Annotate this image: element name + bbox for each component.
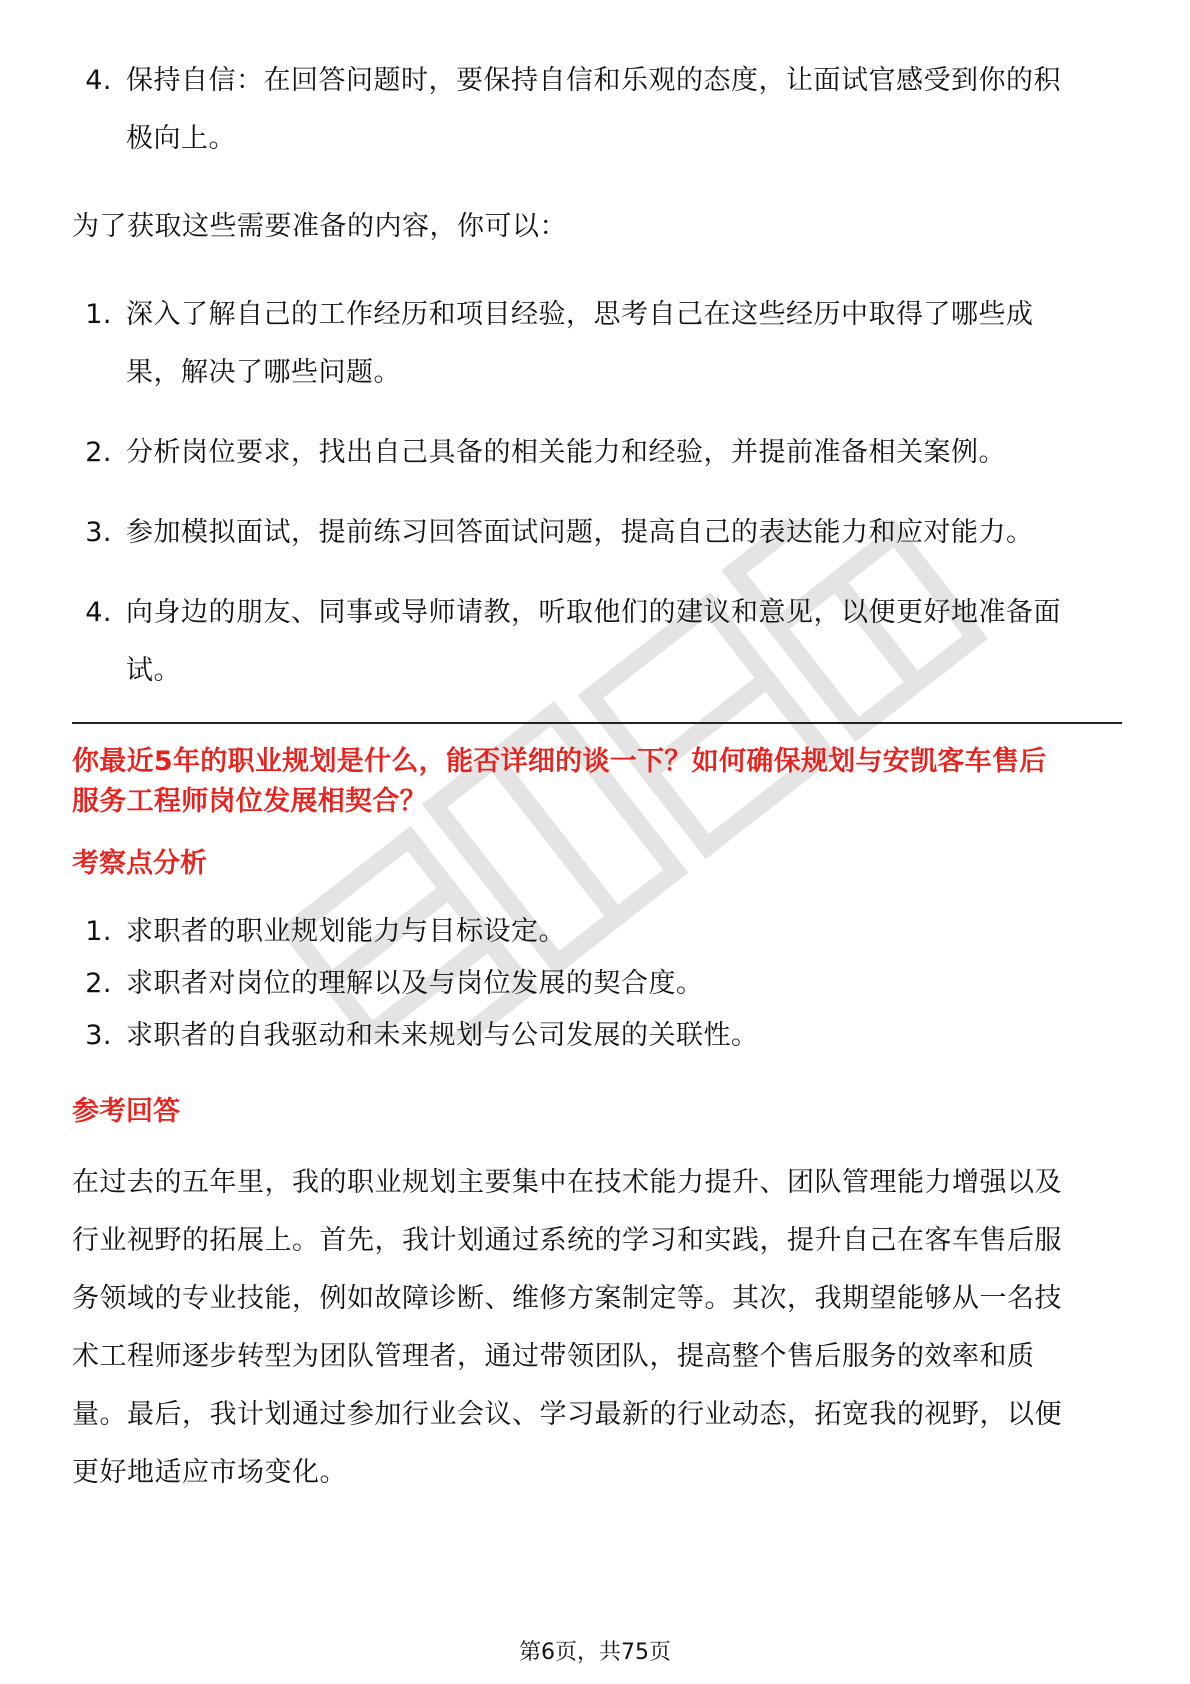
- list-item: [72, 906, 1122, 958]
- list-number: 1.: [85, 916, 112, 947]
- list-number: 2.: [85, 968, 112, 999]
- list-item: [72, 286, 1122, 402]
- list-number: 3.: [85, 1020, 112, 1051]
- page-number: 第6页，共75页: [519, 1640, 671, 1665]
- intro-text: 为了获取这些需要准备的内容，你可以：: [72, 211, 567, 242]
- reference-answer: 在过去的五年里，我的职业规划主要集中在技术能力提升、团队管理能力增强以及 行业视野的拓展上。首先，我计划通过系统的学习和实践，提升自己在客车售后服 务领域的专业技能，例如故障诊断、维修方案制定等。其次，我期望能够从一名技 术工程师逐步转型为团队管理者，通过带领团队，提高整个售后服务的效率和质 量。最后，我计划通过参加行业会议、学习最新的行业动态，拓宽我的视野，以便 更好地适应市场变化。: [72, 1167, 1062, 1488]
- list-item: [72, 958, 1122, 1010]
- list-text: 保持自信：在回答问题时，要保持自信和乐观的态度，让面试官感受到你的积 极向上。: [126, 65, 1061, 154]
- analysis-heading: 考察点分析: [72, 848, 207, 879]
- list-item: [72, 424, 1122, 482]
- reference-heading: 参考回答: [72, 1096, 180, 1127]
- list-item: [72, 52, 1122, 168]
- list-text: 向身边的朋友、同事或导师请教，听取他们的建议和意见，以便更好地准备面 试。: [126, 597, 1061, 686]
- list-text: 求职者的职业规划能力与目标设定。: [126, 916, 566, 947]
- list-text: 深入了解自己的工作经历和项目经验，思考自己在这些经历中取得了哪些成 果，解决了哪些问题。: [126, 299, 1034, 388]
- list-number: 2.: [85, 437, 112, 468]
- question-heading: 你最近5年的职业规划是什么，能否详细的谈一下？如何确保规划与安凯客车售后 服务工程师岗位发展相契合？: [72, 746, 1047, 817]
- list-text: 求职者的自我驱动和未来规划与公司发展的关联性。: [126, 1020, 759, 1051]
- list-text: 求职者对岗位的理解以及与岗位发展的契合度。: [126, 968, 704, 999]
- list-number: 4.: [85, 65, 112, 96]
- main-content: [72, 52, 1122, 1502]
- list-text: 分析岗位要求，找出自己具备的相关能力和经验，并提前准备相关案例。: [126, 437, 1006, 468]
- list-item: [72, 1010, 1122, 1062]
- section-divider: [72, 722, 1122, 724]
- list-number: 3.: [85, 517, 112, 548]
- list-item: [72, 584, 1122, 700]
- list-text: 参加模拟面试，提前练习回答面试问题，提高自己的表达能力和应对能力。: [126, 517, 1034, 548]
- list-number: 4.: [85, 597, 112, 628]
- analysis-list: [72, 906, 1122, 1062]
- list-item: [72, 504, 1122, 562]
- list-number: 1.: [85, 299, 112, 330]
